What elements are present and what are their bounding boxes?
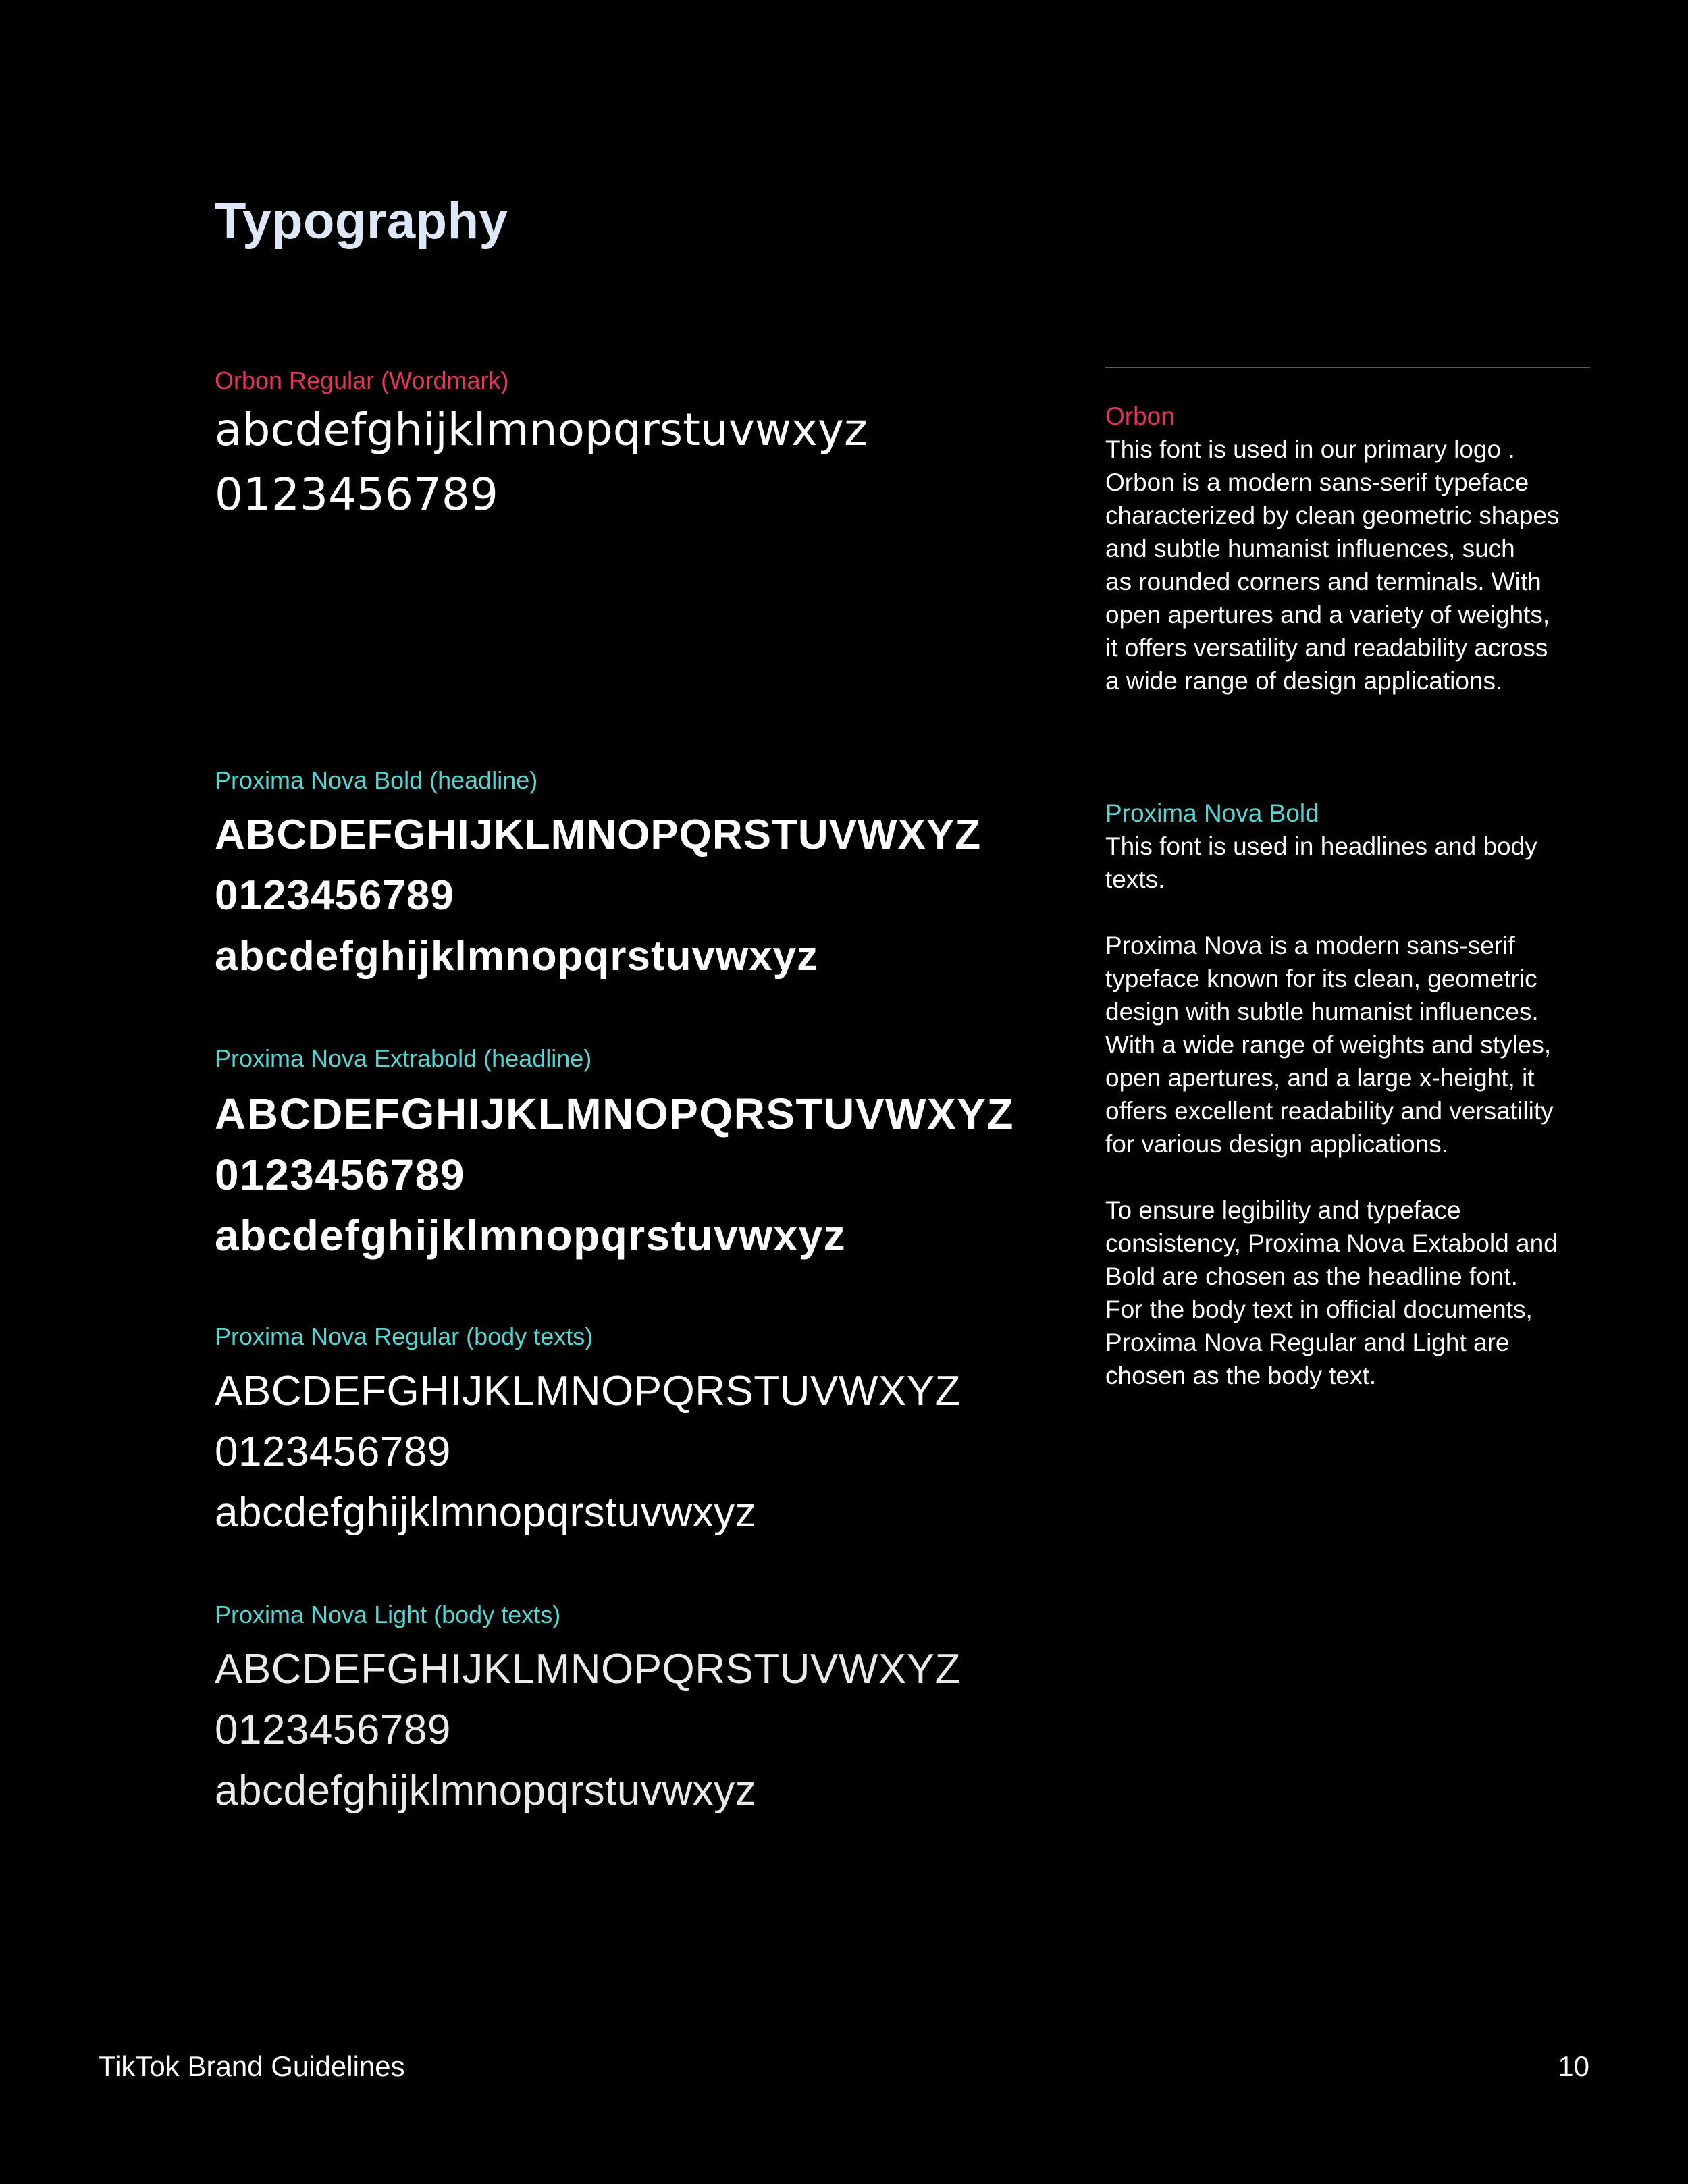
extrabold-specimen-label: Proxima Nova Extrabold (headline)	[215, 1044, 592, 1072]
footer-page-number: 10	[1558, 2050, 1589, 2082]
proxima-description-title: Proxima Nova Bold	[1105, 799, 1319, 827]
extrabold-uppercase-specimen: ABCDEFGHIJKLMNOPQRSTUVWXYZ	[215, 1090, 1014, 1138]
regular-digits-specimen: 0123456789	[215, 1429, 451, 1475]
proxima-description	[1105, 797, 1618, 1392]
regular-specimen-label: Proxima Nova Regular (body texts)	[215, 1323, 594, 1350]
regular-lowercase-specimen: abcdefghijklmnopqrstuvwxyz	[215, 1489, 757, 1536]
bold-digits-specimen: 0123456789	[215, 872, 454, 919]
extrabold-digits-specimen: 0123456789	[215, 1150, 465, 1199]
proxima-description-usage: This font is used in headlines and body texts.	[1105, 832, 1537, 893]
extrabold-lowercase-specimen: abcdefghijklmnopqrstuvwxyz	[215, 1211, 847, 1260]
bold-uppercase-specimen: ABCDEFGHIJKLMNOPQRSTUVWXYZ	[215, 811, 982, 858]
orbon-description-title: Orbon	[1105, 402, 1175, 430]
bold-lowercase-specimen: abcdefghijklmnopqrstuvwxyz	[215, 933, 819, 980]
light-digits-specimen: 0123456789	[215, 1707, 451, 1753]
proxima-description-guidance: To ensure legibility and typeface consistency, Proxima Nova Extabold and Bold are chosen as the headline font. For the body text in official documents, Proxima Nova Regular and Light are chosen as the body text.	[1105, 1196, 1558, 1389]
orbon-specimen-label: Orbon Regular (Wordmark)	[215, 367, 509, 394]
orbon-description	[1105, 400, 1618, 697]
paragraph-spacer	[1105, 1161, 1618, 1194]
regular-uppercase-specimen: ABCDEFGHIJKLMNOPQRSTUVWXYZ	[215, 1368, 961, 1414]
paragraph-spacer	[1105, 896, 1618, 929]
proxima-description-overview: Proxima Nova is a modern sans-serif typeface known for its clean, geometric design with subtle humanist influences. With a wide range of weights and styles, open apertures, and a large x-height, it offers excellent readability and versatility for various design applications.	[1105, 932, 1554, 1158]
orbon-digits-specimen: 0123456789	[215, 469, 498, 521]
orbon-description-text: This font is used in our primary logo . Orbon is a modern sans-serif typeface characterized by clean geometric shapes and subtle humanist influences, such as rounded corners and terminals. With open apertures and a variety of weights, it offers versatility and readability across a wide range of design applications.	[1105, 435, 1560, 695]
light-uppercase-specimen: ABCDEFGHIJKLMNOPQRSTUVWXYZ	[215, 1646, 961, 1693]
section-divider	[1105, 367, 1590, 368]
page-title: Typography	[215, 192, 508, 250]
light-specimen-label: Proxima Nova Light (body texts)	[215, 1601, 561, 1628]
light-lowercase-specimen: abcdefghijklmnopqrstuvwxyz	[215, 1767, 757, 1814]
bold-specimen-label: Proxima Nova Bold (headline)	[215, 766, 538, 794]
orbon-lowercase-specimen: abcdefghijklmnopqrstuvwxyz	[215, 404, 868, 456]
footer-document-title: TikTok Brand Guidelines	[99, 2050, 405, 2082]
